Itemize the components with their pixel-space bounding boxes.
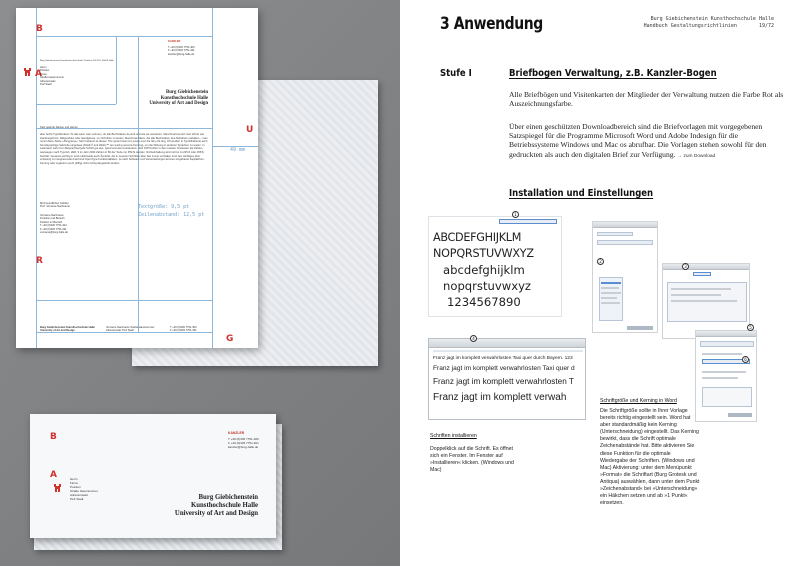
paragraph-intro: Alle Briefbögen und Visitenkarten der Mitglieder der Verwaltung nutzen die Farbe Rot als Auszeichnungsfarbe. — [509, 90, 784, 109]
dialog-titlebar — [593, 222, 657, 228]
letter-greeting: Sehr geehrte Damen und Herren, — [40, 126, 79, 129]
margin-mark-b: B — [50, 432, 57, 442]
org-name-line: Kunsthochschule Halle — [160, 95, 208, 101]
dialog-button — [728, 413, 752, 417]
burg-emblem-icon — [54, 484, 61, 493]
sender-line: T +49 (0)345 7751-400 — [168, 46, 195, 49]
org-name-line: Kunsthochschule Halle — [190, 501, 258, 509]
word-sample-line: Franz jagt im komplett verwahrlosten Taxi quer durch Bayern. 123 — [433, 356, 573, 361]
dialog-row — [702, 371, 746, 373]
dialog-row — [702, 377, 738, 379]
contact-line: vorname@burg-halle.de — [40, 231, 68, 234]
recipient-line: Herrn — [40, 66, 47, 69]
org-name-block — [136, 90, 208, 107]
footer-line: F +49 (0)345 7751-401 — [170, 329, 197, 333]
recipient-line: Position — [70, 485, 81, 489]
dialog-list-row — [601, 282, 621, 284]
recipient-line: Straße Hausnummer — [70, 489, 98, 493]
word-sample-line: Franz jagt im komplett verwahrlosten Taxi quer d — [433, 365, 575, 372]
footer-line: T +49 (0)345 7751-400 — [170, 326, 197, 329]
word-ruler — [433, 350, 583, 352]
guide-line — [36, 104, 116, 105]
footer-line: University of Art and Design — [40, 329, 75, 333]
dialog-list-row — [601, 292, 621, 294]
running-head-line: Burg Giebichenstein Kunsthochschule Halle — [650, 16, 774, 22]
dialog-list-row — [601, 302, 620, 304]
running-head-line: Handbuch Gestaltungsrichtlinien — [643, 23, 737, 29]
leading-annotation: Zeilenabstand: 12,5 pt — [138, 212, 205, 218]
running-head — [644, 16, 774, 30]
recipient-line: Herrn — [70, 477, 78, 481]
org-name-line: University of Art and Design — [149, 101, 208, 107]
guide-line — [212, 8, 213, 348]
font-sample-figure — [428, 216, 562, 317]
stage-label: Stufe I — [440, 68, 472, 79]
sender-line: T +49 (0)345 7751-400 — [228, 437, 259, 441]
sender-title: KANZLER — [168, 40, 181, 43]
dialog-row — [671, 294, 721, 296]
contact-line: Vorname Nachname — [40, 214, 64, 217]
running-head-row — [644, 23, 774, 30]
callout-2: 2 — [597, 258, 604, 265]
word-toolbar — [429, 339, 585, 348]
footer-line: Adresszusatz PLZ Stadt — [106, 329, 134, 333]
burg-emblem-icon — [24, 68, 31, 77]
callout-5: 5 — [747, 324, 754, 331]
recipient-line: Adresszusatz — [70, 493, 89, 497]
org-name-line: University of Art and Design — [174, 509, 258, 517]
word-document-figure — [428, 338, 586, 420]
chapter-title: 3 Anwendung — [440, 14, 543, 34]
font-sample-line: nopqrstuvwxyz — [443, 279, 532, 293]
font-size-annotation: Textgröße: 9,5 pt — [138, 204, 190, 210]
download-link[interactable]: → zum Download — [677, 153, 716, 159]
callout-4: 4 — [470, 335, 477, 342]
right-page — [400, 0, 800, 566]
callout-6: 6 — [742, 356, 749, 363]
dialog-button — [627, 326, 653, 330]
dialog-titlebar — [696, 331, 756, 337]
callout-3: 3 — [682, 263, 689, 270]
recipient-line: Position — [40, 69, 50, 73]
footer-line: Burg Giebichenstein Kunsthochschule Halle — [40, 326, 95, 329]
font-sample-line: ABCDEFGHIJKLM — [433, 231, 522, 244]
paragraph-download-text: Über einen geschützten Downloadbereich sind die Briefvorlagen mit vorgegebenen Satzspiegel für die Programme Microsoft Word und Adobe Indesign für die Betriebssysteme Windows und Mac os abrufbar. Die Vorlagen stehen sowohl für den gedruckten als auch den digitalen Brief zur Verfügung. — [509, 122, 767, 159]
footer-line: Vorname Nachname Straße Hausnummer — [106, 326, 155, 329]
contact-line: Funktion und Bereich — [40, 217, 65, 221]
font-sample-line: 1234567890 — [447, 295, 521, 309]
guide-line — [36, 300, 212, 301]
page-number: 19/72 — [758, 23, 774, 29]
letter-body-text: aber leicht Typoblindtext: ihr das kann man nehmen, ob alle Buchstaben da sind und wie sie aussehen. Manchmal benutzt man Worte wie Hamburgefonts, Rafgenduks oder Handgloves, um Schriften zu testen. Manchmal Sätze, die alle Buchstaben des Alphabets enthalten – man nennt diese Sätze »Pangrams«. Sehr bekannt ist dieser: The quick brown fox jumps over the lazy old dog. Oft werden in Typoblindtexte auch fremdsprachige Satzteile eingebaut (AVAIL® and Wefox™ are testing aussi la Kerning), um die Wirkung in anderen Sprachen zu testen. In Lateinisch sieht zum Beispiel fast jede Schrift gut aus. Quod erat demonstrandum. Seit 1975 fehlen in den meisten Testtexten die Zahlen, weswegen nach TypoGb. 2ER, 9 im Jahr 2034 Zahlen in 86 der Texte zur Pflicht werden. Nichteinhaltung wird mit bis zu 245 € oder 368 $ bestraft. Genauso wichtig in sind mittlerweile auch Âçcèñtë, die in neueren Schriften aber fast immer enthalten sind. Ein wichtiges aber schwierig zu integrierendes Feld sind OpenType-Funktionalitäten. Je nach Software und Voreinstellungen können eingebaute Kapitälchen, Kerning oder Ligaturen (sehr pfiffig) nicht richtig dargestellt werden. — [40, 133, 208, 165]
dialog-list-row — [601, 297, 617, 299]
sender-line: kanzler@burg-halle.de — [228, 445, 259, 449]
org-name-line: Burg Giebichenstein — [166, 90, 208, 95]
guide-line — [36, 8, 37, 348]
word-sample-line: Franz jagt im komplett verwah — [433, 392, 567, 403]
contact-line: T +49 (0)345 7751-324 — [40, 224, 67, 228]
format-menu-highlight — [693, 272, 711, 276]
letterhead-sheet — [16, 8, 258, 348]
letter-closing: Mit Freundlichen Grüßen, — [40, 202, 70, 205]
recipient-line: PLZ Stadt — [70, 497, 84, 501]
caption-title-kerning: Schriftgröße und Kerning in Word — [600, 398, 677, 404]
word-sample-line: Franz jagt im komplett verwahrlosten T — [433, 377, 574, 386]
callout-1: 1 — [512, 211, 519, 218]
dialog-row — [671, 288, 731, 290]
recipient-line: Straße Hausnummer — [40, 76, 65, 80]
letter-signature: Prof. Vorname Nachname — [40, 205, 70, 209]
caption-install: Doppelklick auf die Schrift. Es öffnet sich ein Fenster. Im Fenster auf »Installieren« klicken. (Windows und Mac) — [430, 446, 514, 474]
margin-mark-u: U — [246, 125, 254, 135]
preview-box — [702, 387, 752, 407]
sender-line: F +49 (0)345 7751-401 — [168, 49, 195, 53]
font-sample-line: NOPQRSTUVWXYZ — [433, 247, 534, 260]
contact-line: F +49 (0)345 7751-321 — [40, 227, 67, 231]
contact-line: Position im Bereich — [40, 220, 63, 224]
recipient-line: PLZ Stadt — [40, 83, 52, 86]
envelope-front — [30, 414, 276, 538]
return-address: Burg Giebichenstein Kunsthochschule Halle, Postfach 200 252, 06003 Halle — [40, 60, 114, 62]
dialog-field — [597, 232, 633, 236]
sender-title: KANZLER — [228, 431, 245, 435]
kerning-dialog-screenshot — [695, 330, 757, 422]
margin-mark-r: R — [36, 256, 43, 266]
margin-mark-a: A — [35, 69, 42, 79]
sender-line: F +49 (0)345 7751-401 — [228, 441, 259, 445]
guide-line — [138, 36, 139, 332]
format-menu-screenshot — [662, 263, 750, 339]
section-title-installation: Installation und Einstellungen — [509, 188, 654, 199]
sender-line: kanzler@burg-halle.de — [168, 52, 195, 56]
dialog-titlebar — [663, 264, 749, 270]
font-sample-line: abcdefghijklm — [443, 263, 525, 277]
section-title-briefbogen: Briefbogen Verwaltung, z.B. Kanzler-Bogen — [509, 68, 717, 79]
margin-mark-g: G — [226, 334, 234, 344]
dialog-row — [671, 300, 737, 302]
recipient-line: Firma — [70, 481, 78, 485]
install-button-highlight — [499, 219, 557, 224]
dialog-tabs — [700, 341, 754, 347]
dialog-list-row — [601, 287, 619, 289]
guide-line — [36, 36, 212, 37]
font-dialog-screenshot — [592, 221, 658, 333]
recipient-line: Adresszusatz — [40, 79, 56, 83]
width-annotation: 49 mm — [230, 147, 246, 153]
dialog-field — [597, 240, 653, 245]
org-name-line: Burg Giebichenstein — [198, 494, 258, 501]
org-name-block — [166, 494, 258, 517]
caption-kerning: Die Schriftgröße sollte in Ihrer Vorlage bereits richtig eingestellt sein. Word hat aber standardmäßig kein Kerning (Unterschneidung) eingestellt. Das Kerning bewirkt, dass die Schrift optimale Zeichenabstände hat. Bitte aktivieren Sie diese Funktion für die optimale Wiedergabe der Schriften. (Windows und Mac) Aktivierung: unter dem Menüpunkt »Format« die Schriftart (Burg Grotesk und Antiqua) auswählen, dann unter dem Punkt »Zeichenabstand« bei »Unterschneidung« ein Häkchen setzen und ab »1 Punkt« einsetzen. — [600, 408, 700, 507]
recipient-line: Firma — [40, 72, 47, 76]
margin-mark-b: B — [36, 24, 43, 34]
margin-mark-a: A — [50, 470, 57, 480]
guide-line — [116, 36, 117, 104]
paragraph-download — [509, 122, 785, 161]
caption-title-install: Schriften installieren — [430, 433, 477, 439]
dialog-row — [702, 353, 742, 355]
